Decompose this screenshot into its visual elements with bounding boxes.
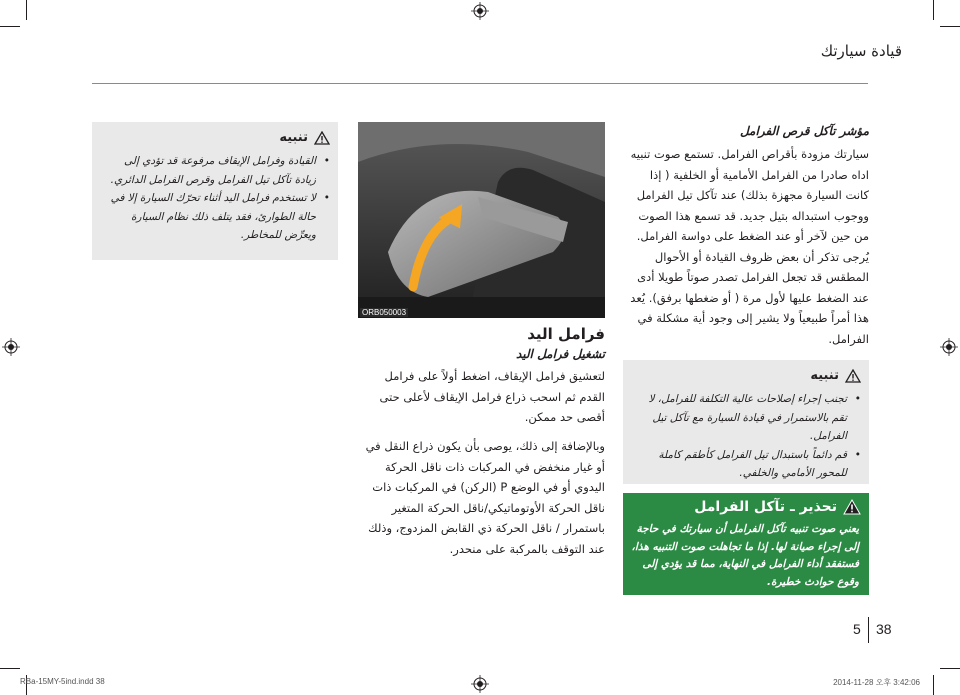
footer-timestamp: 2014-11-28 오후 3:42:06: [833, 678, 920, 687]
chapter-number: 5: [853, 621, 861, 637]
warning-heading: [694, 499, 861, 515]
note-item: • قم دائماً باستبدال تيل الفرامل كأطقم كاملة للمحور الأمامي والخلفي.: [631, 446, 861, 483]
registration-mark-icon: [2, 338, 20, 356]
warning-title: تحذير ـ تآكل الفرامل: [694, 499, 837, 515]
warning-triangle-icon: [314, 131, 330, 145]
header-divider: [92, 83, 868, 84]
parking-brake-paragraph: وبالإضافة إلى ذلك، يوصى بأن يكون ذراع النقل في أو غيار منخفض في المركبات ذات ناقل الحركة اليدوي أو في الوضع P (الركن) في المركبات ذات ناقل الحركة الأوتوماتيكي/ناقل الحركة المتغير باستمرار / ناقل الحركة ذي القابض المزدوج، وذلك عند التوقف بالمركبة على منحدر.: [365, 439, 605, 556]
registration-mark-icon: [940, 338, 958, 356]
note-list: [631, 390, 861, 483]
page-number-divider: [868, 617, 869, 643]
note-heading: [810, 368, 861, 383]
caution-item: • القيادة وفرامل الإيقاف مرفوعة قد تؤدي إلى زيادة تآكل تيل الفرامل وقرص الفرامل الدائري.: [100, 152, 330, 189]
parking-brake-heading: فرامل اليد: [527, 325, 605, 343]
chapter-title: قيادة سيارتك: [820, 42, 902, 60]
brake-wear-heading: مؤشر تآكل قرص الفرامل: [739, 124, 869, 138]
registration-mark-icon: [471, 675, 489, 693]
brake-wear-paragraph: سيارتك مزودة بأقراص الفرامل. تستمع صوت تنبيه اداه صادرا من الفرامل الأمامية أو الخلفية ( إذا كانت السيارة مجهزة بذلك) عند تآكل تيل الفرامل ووجوب استبداله بتيل جديد. قد تسمع هذا الصوت من حين لآخر أو عند الضغط على دواسة الفرامل. يُرجى تذكر أن بعض ظروف القيادة أو الأحوال المطقس قد تجعل الفرامل تصدر صوتاً طويلا أدى عند الضغط عليها لأول مرة ( أو ضغطها برفق). يُعد هذا أمراً طبيعياً ولا يشير إلى وجود أية مشكلة في الفرامل.: [630, 147, 869, 346]
figure-code: ORB050003: [362, 308, 407, 317]
note-title: تنبيه: [810, 368, 839, 383]
footer-file-name: RBa-15MY-5ind.indd 38: [20, 677, 105, 686]
warning-text: يعني صوت تنبيه تآكل الفرامل أن سيارتك في حاجة إلى إجراء صيانة لها. إذا ما تجاهلت صوت التنبيه هذا، فستفقد أداء الفرامل في النهاية، مما قد يؤدي إلى وقوع حوادث خطيرة.: [631, 523, 859, 588]
caution-list: [100, 152, 330, 245]
parking-brake-photo: [358, 122, 605, 318]
registration-mark-icon: [471, 2, 489, 20]
caution-heading: [279, 130, 330, 145]
parking-brake-lever-image: [358, 122, 605, 318]
caution-title: تنبيه: [279, 130, 308, 145]
note-box: [623, 360, 869, 484]
parking-brake-paragraph: لتعشيق فرامل الإيقاف، اضغط أولاً على فرامل القدم ثم اسحب ذراع فرامل الإيقاف لأعلى حتى أقصى حد ممكن.: [379, 369, 605, 424]
warning-triangle-icon: [845, 369, 861, 383]
parking-brake-subheading: تشغيل فرامل اليد: [515, 347, 605, 361]
note-item: • تجنب إجراء إصلاحات عالية التكلفة للفرامل، لا تقم بالاستمرار في قيادة السيارة مع تآكل تيل الفرامل.: [631, 390, 861, 446]
caution-item: • لا تستخدم فرامل اليد أثناء تحرّك السيارة إلا في حالة الطوارئ، فقد يتلف ذلك نظام السيارة ويعرِّض للمخاطر.: [100, 189, 330, 245]
caution-box: [92, 122, 338, 260]
warning-box: [623, 493, 869, 595]
page-number: 38: [876, 621, 892, 637]
warning-triangle-icon: [843, 499, 861, 515]
